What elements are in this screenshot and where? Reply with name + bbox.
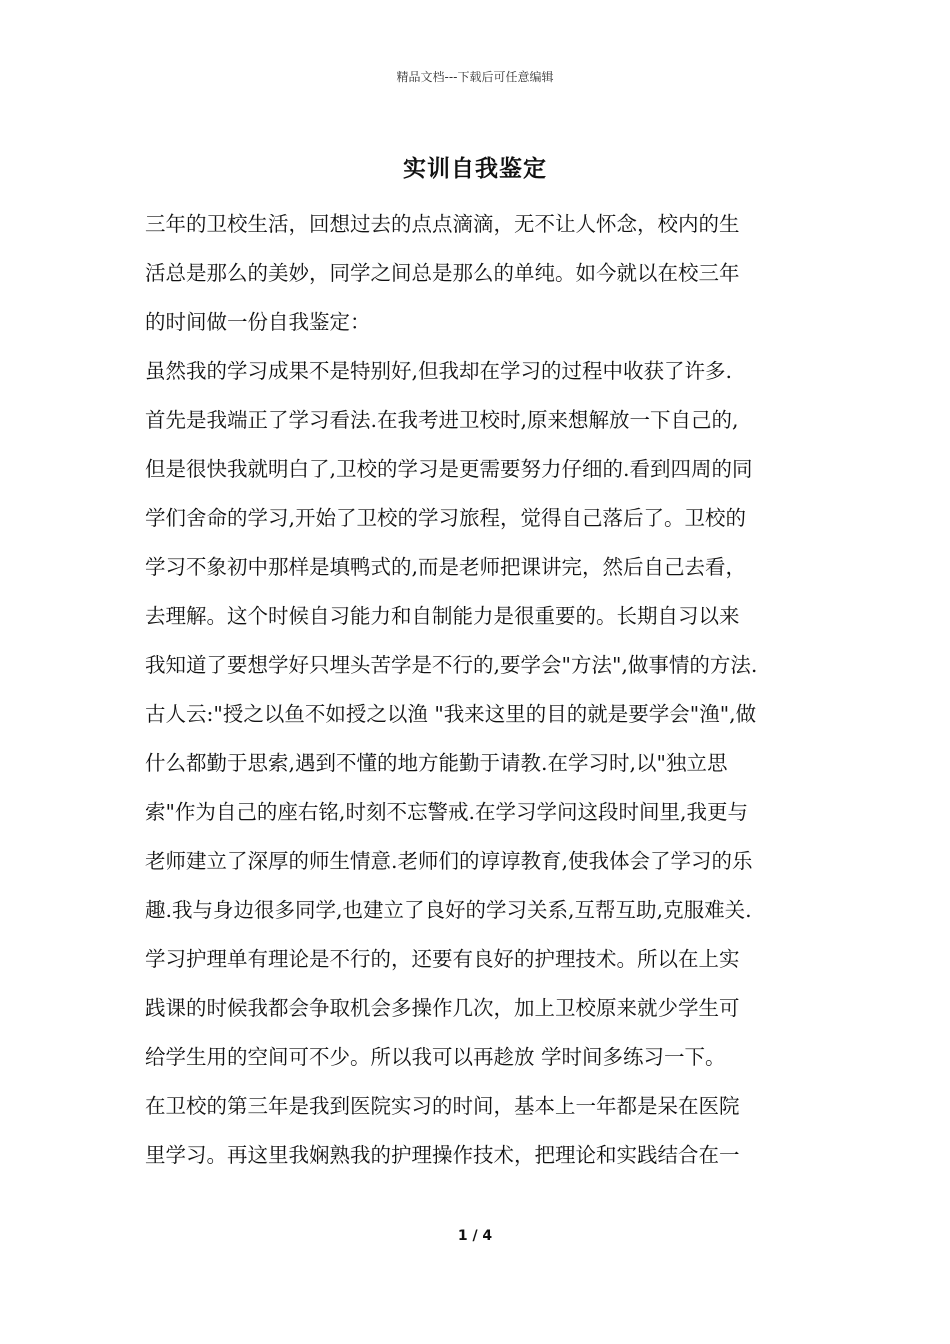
text-line: 学们舍命的学习,开始了卫校的学习旅程，觉得自己落后了。卫校的 bbox=[145, 506, 747, 530]
page-header: 精品文档---下载后可任意编辑 bbox=[396, 70, 554, 84]
text-line: 但是很快我就明白了,卫校的学习是更需要努力仔细的.看到四周的同 bbox=[145, 457, 753, 481]
text-line: 在卫校的第三年是我到医院实习的时间，基本上一年都是呆在医院 bbox=[145, 1094, 740, 1118]
page-number: 1 / 4 bbox=[457, 1228, 493, 1244]
text-line: 践课的时候我都会争取机会多操作几次，加上卫校原来就少学生可 bbox=[145, 996, 740, 1020]
text-line: 古人云:"授之以鱼不如授之以渔 "我来这里的目的就是要学会"渔",做 bbox=[145, 702, 757, 726]
text-line: 首先是我端正了学习看法.在我考进卫校时,原来想解放一下自己的, bbox=[145, 408, 739, 432]
document-body bbox=[145, 200, 810, 1180]
text-line: 给学生用的空间可不少。所以我可以再趁放 学时间多练习一下。 bbox=[145, 1045, 726, 1069]
text-line: 去理解。这个时候自习能力和自制能力是很重要的。长期自习以来 bbox=[145, 604, 740, 628]
text-line: 学习护理单有理论是不行的，还要有良好的护理技术。所以在上实 bbox=[145, 947, 740, 971]
text-line: 活总是那么的美妙，同学之间总是那么的单纯。如今就以在校三年 bbox=[145, 261, 740, 285]
text-line: 趣.我与身边很多同学,也建立了良好的学习关系,互帮互助,克服难关. bbox=[145, 898, 752, 922]
text-line: 虽然我的学习成果不是特别好,但我却在学习的过程中收获了许多. bbox=[145, 359, 733, 383]
text-line: 三年的卫校生活，回想过去的点点滴滴，无不让人怀念，校内的生 bbox=[145, 212, 740, 236]
text-line: 索"作为自己的座右铭,时刻不忘警戒.在学习学问这段时间里,我更与 bbox=[145, 800, 748, 824]
text-line: 老师建立了深厚的师生情意.老师们的谆谆教育,使我体会了学习的乐 bbox=[145, 849, 753, 873]
text-line: 我知道了要想学好只埋头苦学是不行的,要学会"方法",做事情的方法. bbox=[145, 653, 758, 677]
text-line: 什么都勤于思索,遇到不懂的地方能勤于请教.在学习时,以"独立思 bbox=[145, 751, 728, 775]
text-line: 学习不象初中那样是填鸭式的,而是老师把课讲完，然后自己去看， bbox=[145, 555, 747, 579]
document-title: 实训自我鉴定 bbox=[403, 155, 547, 182]
text-line: 的时间做一份自我鉴定： bbox=[145, 310, 371, 334]
text-line: 里学习。再这里我娴熟我的护理操作技术，把理论和实践结合在一 bbox=[145, 1143, 740, 1167]
